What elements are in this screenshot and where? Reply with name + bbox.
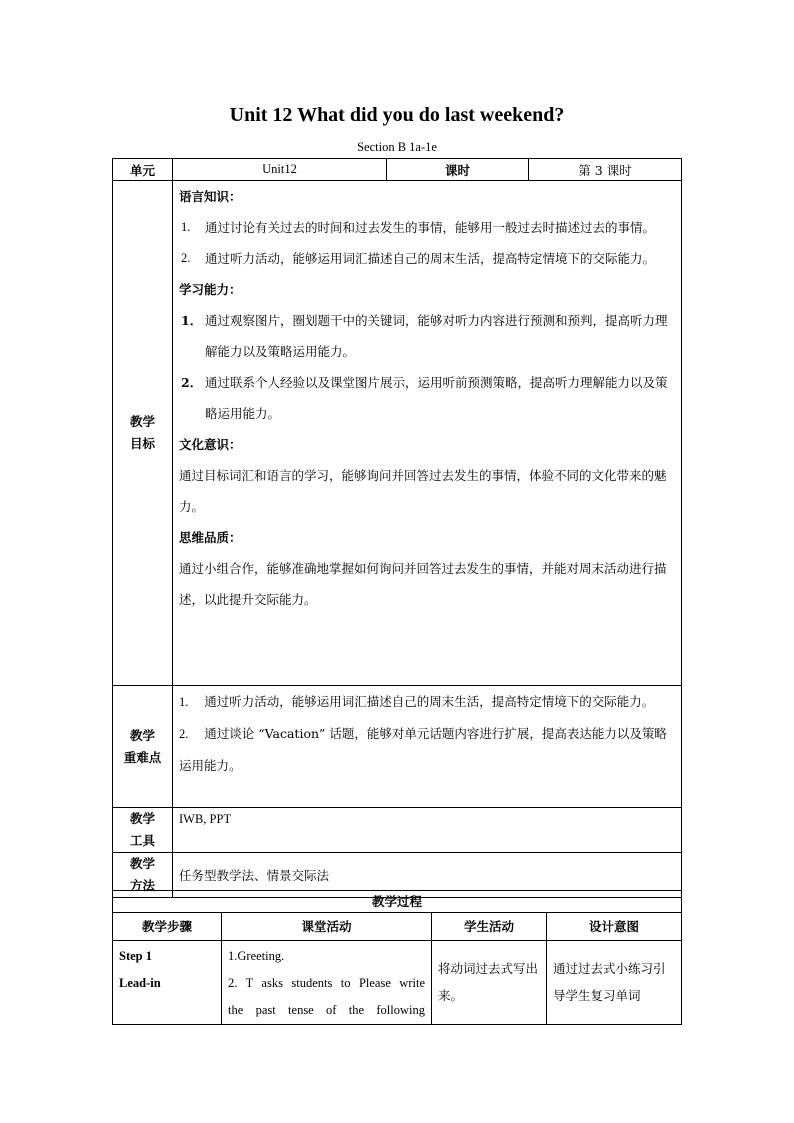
- table-row-unit: [113, 159, 682, 181]
- culture-text: 通过目标词汇和语言的学习，能够询问并回答过去发生的事情，体验不同的文化带来的魅力。: [179, 468, 667, 514]
- step-number: Step 1: [119, 949, 152, 963]
- key-points-label-line2: 重难点: [123, 749, 162, 765]
- objectives-label-line2: 目标: [129, 436, 155, 451]
- list-item-text: 通过联系个人经验以及课堂图片展示，运用听前预测策略，提高听力理解能力以及策略运用能力。: [205, 375, 668, 421]
- key-points-label-line1: 教学: [129, 727, 155, 743]
- tools-label: [113, 808, 173, 853]
- list-item: [179, 212, 675, 243]
- thinking-heading: 思维品质：: [179, 530, 242, 545]
- list-item-number: 2．: [181, 375, 203, 390]
- student-activity-cell: 将动词过去式写出来。: [432, 941, 547, 1025]
- process-table: [112, 890, 682, 1025]
- design-intent-cell: 通过过去式小练习引导学生复习单词: [547, 941, 682, 1025]
- list-item-text: 通过谈论 “Vacation” 话题，能够对单元话题内容进行扩展，提高表达能力以及策略运用能力。: [179, 726, 667, 773]
- list-item: [179, 367, 675, 429]
- key-points-label: [113, 686, 173, 808]
- list-item-text: 通过听力活动，能够运用词汇描述自己的周末生活，提高特定情境下的交际能力。: [204, 694, 655, 709]
- unit-label: 单元: [113, 159, 173, 181]
- table-row: [113, 941, 682, 1025]
- page-subtitle: Section B 1a-1e: [357, 140, 437, 154]
- objectives-content: [173, 181, 682, 686]
- table-row-process-heading: [113, 891, 682, 913]
- process-heading: 教学过程: [113, 891, 682, 913]
- table-row-tools: [113, 808, 682, 853]
- list-item-text: 通过讨论有关过去的时间和过去发生的事情，能够用一般过去时描述过去的事情。: [205, 220, 656, 235]
- column-header-intent: 设计意图: [547, 913, 682, 941]
- lesson-plan-table: [112, 158, 682, 898]
- list-item-text: 通过听力活动，能够运用词汇描述自己的周末生活，提高特定情境下的交际能力。: [205, 251, 656, 266]
- activity-cell: [222, 941, 432, 1025]
- table-row-key-points: [113, 686, 682, 808]
- table-row-objectives: [113, 181, 682, 686]
- thinking-text: 通过小组合作，能够准确地掌握如何询问并回答过去发生的事情，并能对周末活动进行描述，以此提升交际能力。: [179, 561, 667, 607]
- list-item-number: 1．: [181, 313, 203, 328]
- list-item-number: 2.: [181, 251, 191, 265]
- list-item: [179, 718, 675, 781]
- step-name: Lead-in: [119, 976, 161, 990]
- list-item-number: 2.: [179, 727, 189, 741]
- language-heading: 语言知识：: [179, 189, 242, 204]
- learning-heading: 学习能力：: [179, 282, 242, 297]
- column-header-student: 学生活动: [432, 913, 547, 941]
- period-label: 课时: [387, 159, 529, 181]
- column-header-step: 教学步骤: [113, 913, 222, 941]
- methods-label-line2: 方法: [129, 878, 155, 893]
- methods-value: 任务型教学法、情景交际法: [173, 853, 682, 898]
- table-header-row: [113, 913, 682, 941]
- list-item: [179, 686, 675, 718]
- period-value: 第 3 课时: [529, 159, 682, 181]
- list-item-text: 通过观察图片，圈划题干中的关键词，能够对听力内容进行预测和预判，提高听力理解能力以及策略运用能力。: [205, 313, 668, 359]
- step-cell: [113, 941, 222, 1025]
- list-item-number: 1.: [179, 695, 189, 709]
- tools-value: IWB, PPT: [173, 808, 682, 853]
- list-item: [179, 305, 675, 367]
- tools-label-line1: 教学: [129, 811, 155, 826]
- activity-line: 1.Greeting.: [228, 949, 285, 963]
- methods-label-line1: 教学: [129, 856, 155, 871]
- unit-value: Unit12: [173, 159, 387, 181]
- column-header-activity: 课堂活动: [222, 913, 432, 941]
- page-title: Unit 12 What did you do last weekend?: [229, 104, 565, 126]
- objectives-label: [113, 181, 173, 686]
- activity-line: 2. T asks students to Please write: [228, 976, 425, 990]
- list-item-number: 1.: [181, 220, 191, 234]
- culture-heading: 文化意识：: [179, 437, 242, 452]
- list-item: [179, 243, 675, 274]
- key-points-content: [173, 686, 682, 808]
- objectives-label-line1: 教学: [129, 414, 155, 429]
- tools-label-line2: 工具: [129, 833, 155, 848]
- activity-line: the past tense of the following: [228, 1003, 425, 1017]
